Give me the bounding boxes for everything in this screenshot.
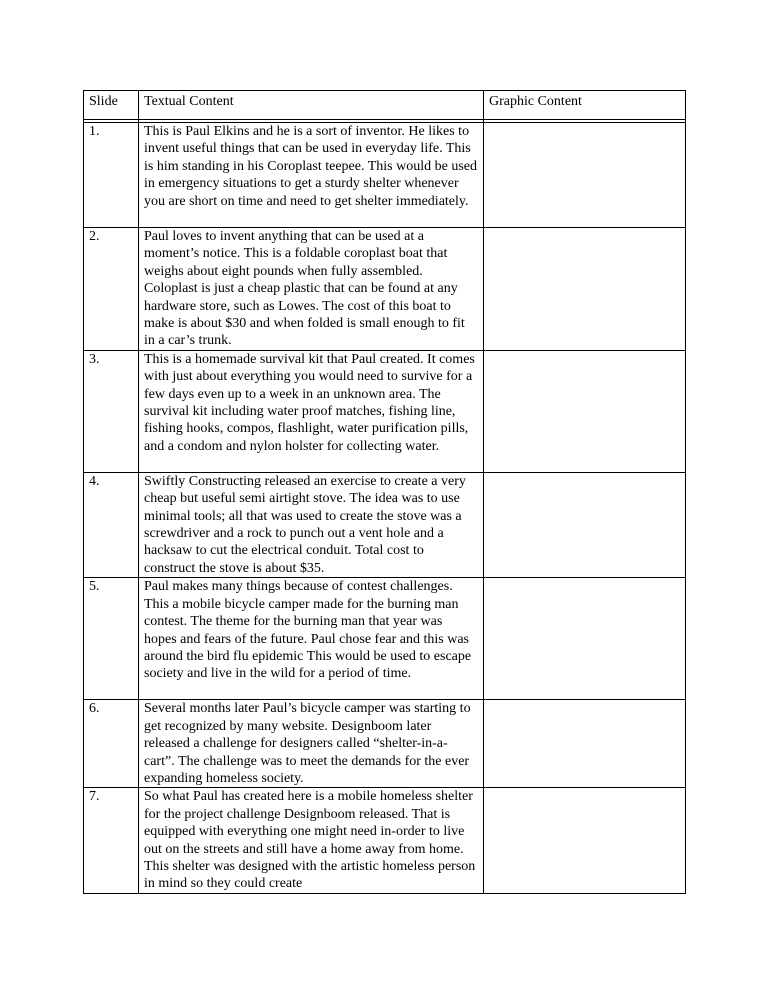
graphic-cell	[484, 700, 686, 788]
slide-number: 1.	[84, 123, 139, 228]
header-graphic-content: Graphic Content	[484, 91, 686, 120]
graphic-cell	[484, 788, 686, 893]
slide-number: 2.	[84, 228, 139, 351]
slide-number: 7.	[84, 788, 139, 893]
graphic-cell	[484, 472, 686, 577]
table-row	[84, 228, 686, 351]
slide-number: 6.	[84, 700, 139, 788]
slide-number: 5.	[84, 578, 139, 700]
table-row	[84, 123, 686, 228]
header-slide: Slide	[84, 91, 139, 120]
header-textual-content: Textual Content	[139, 91, 484, 120]
table-row	[84, 350, 686, 472]
slide-text: Paul makes many things because of contest challenges. This a mobile bicycle camper made for the burning man contest. The theme for the burning man that year was hopes and fears of the future. Paul chose fear and this was around the bird flu epidemic This would be used to escape society and live in the wild for a period of time.	[139, 578, 484, 700]
storyboard-table	[83, 90, 686, 894]
table-header-row	[84, 91, 686, 120]
table-row	[84, 472, 686, 577]
graphic-cell	[484, 123, 686, 228]
table-row	[84, 788, 686, 893]
table-row	[84, 578, 686, 700]
slide-text: This is Paul Elkins and he is a sort of inventor. He likes to invent useful things that can be used in everyday life. This is him standing in his Coroplast teepee. This would be used in emergency situations to get a sturdy shelter whenever you are short on time and need to get shelter immediately.	[139, 123, 484, 228]
graphic-cell	[484, 578, 686, 700]
slide-text: This is a homemade survival kit that Paul created. It comes with just about everything you would need to survive for a few days even up to a week in an unknown area. The survival kit including water proof matches, fishing line, fishing hooks, compos, flashlight, water purification pills, and a condom and nylon holster for collecting water.	[139, 350, 484, 472]
slide-text: So what Paul has created here is a mobile homeless shelter for the project challenge Designboom released. That is equipped with everything one might need in-order to live out on the streets and still have a home away from home. This shelter was designed with the artistic homeless person in mind so they could create	[139, 788, 484, 893]
graphic-cell	[484, 228, 686, 351]
slide-text: Swiftly Constructing released an exercise to create a very cheap but useful semi airtight stove. The idea was to use minimal tools; all that was used to create the stove was a screwdriver and a rock to punch out a vent hole and a hacksaw to cut the electrical conduit. Total cost to construct the stove is about $35.	[139, 472, 484, 577]
table-row	[84, 700, 686, 788]
graphic-cell	[484, 350, 686, 472]
slide-text: Paul loves to invent anything that can be used at a moment’s notice. This is a foldable coroplast boat that weighs about eight pounds when fully assembled. Coloplast is just a cheap plastic that can be found at any hardware store, such as Lowes. The cost of this boat to make is about $30 and when folded is small enough to fit in a car’s trunk.	[139, 228, 484, 351]
slide-number: 3.	[84, 350, 139, 472]
slide-text: Several months later Paul’s bicycle camper was starting to get recognized by many website. Designboom later released a challenge for designers called “shelter-in-a-cart”. The challenge was to meet the demands for the ever expanding homeless society.	[139, 700, 484, 788]
slide-number: 4.	[84, 472, 139, 577]
